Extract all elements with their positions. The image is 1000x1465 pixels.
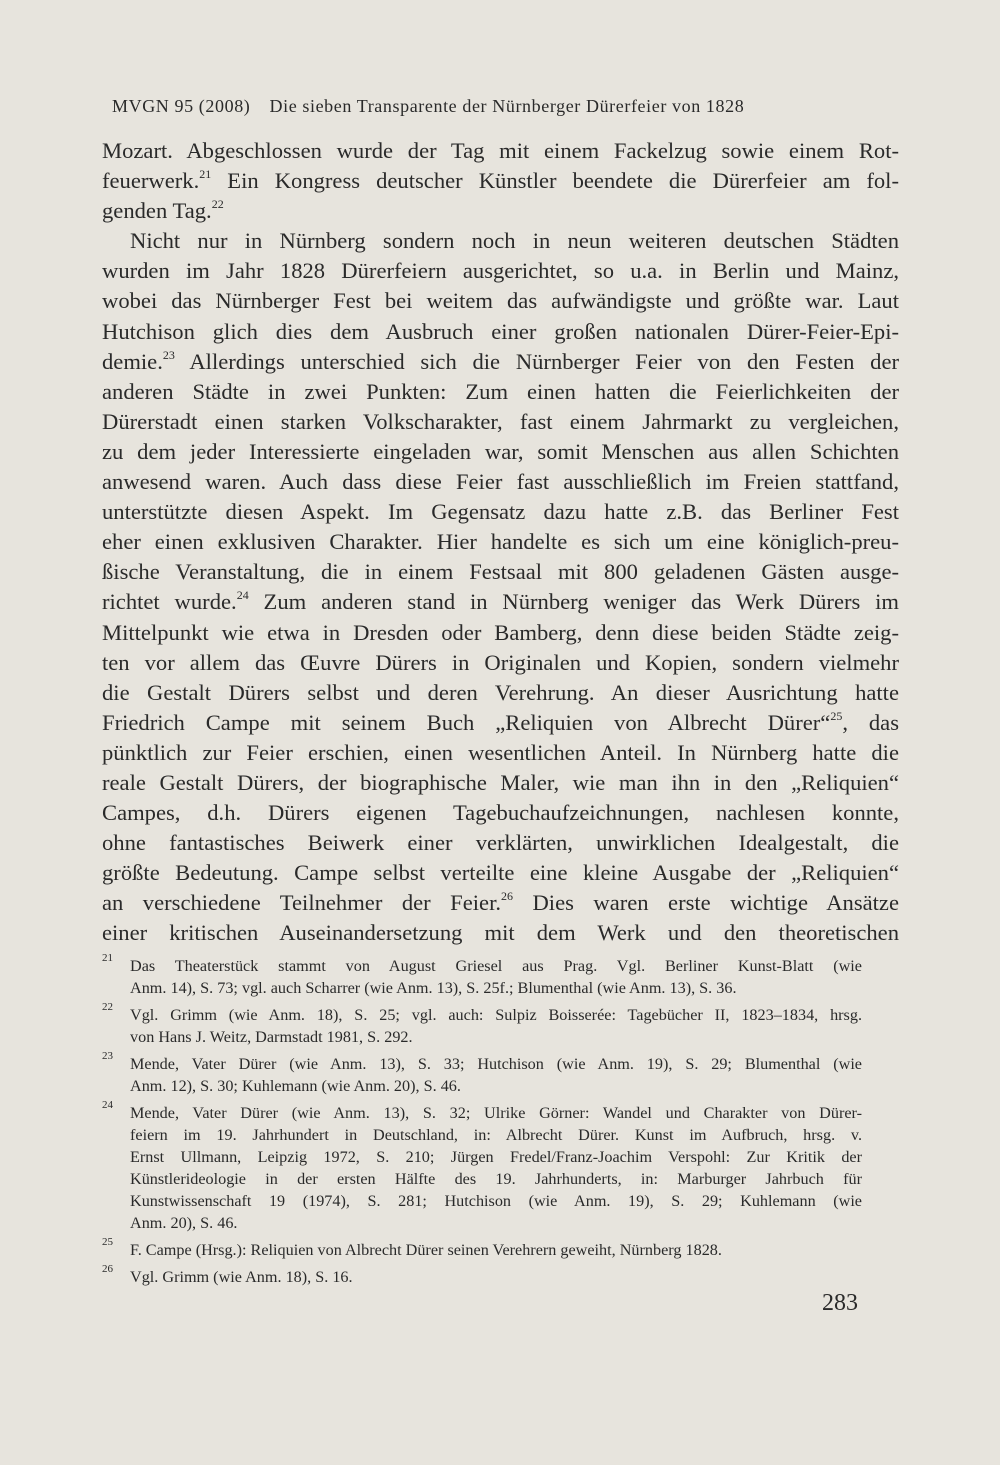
body-line: die Gestalt Dürers selbst und deren Verehrung. An dieser Ausrichtung hatte	[102, 679, 899, 705]
footnote-line: Ernst Ullmann, Leipzig 1972, S. 210; Jürgen Fredel/Franz-Joachim Verspohl: Zur Kritik der	[130, 1148, 862, 1166]
body-line: an verschiedene Teilnehmer der Feier.$^{26}$ Dies waren erste wichtige Ansätze	[102, 889, 899, 916]
body-line: Mozart. Abgeschlossen wurde der Tag mit einem Fackelzug sowie einem Rot-	[102, 138, 899, 163]
body-line: Nicht nur in Nürnberg sondern noch in neun weiteren deutschen Städten	[130, 228, 899, 254]
footnote-number: 21	[102, 952, 113, 964]
footnote-line: Kunstwissenschaft 19 (1974), S. 281; Hutchison (wie Anm. 19), S. 29; Kuhlemann (wie	[130, 1192, 862, 1210]
footnote-line: feiern im 19. Jahrhundert in Deutschland, in: Albrecht Dürer. Kunst im Aufbruch, hrsg. v.	[130, 1126, 862, 1144]
body-line: Campes, d.h. Dürers eigenen Tagebuchaufzeichnungen, nachlesen konnte,	[102, 800, 899, 826]
body-text	[102, 136, 899, 949]
footnote	[102, 952, 862, 999]
footnote-line: Künstlerideologie in der ersten Hälfte des 19. Jahrhunderts, in: Marburger Jahrbuch für	[130, 1170, 862, 1188]
footnote-number: 23	[102, 1050, 113, 1062]
footnotes	[102, 952, 862, 1293]
footnote-reference[interactable]: 25	[830, 708, 843, 723]
footnote-number: 25	[102, 1236, 113, 1248]
footnote-reference[interactable]: 21	[199, 167, 212, 182]
running-title: Die sieben Transparente der Nürnberger Dürerfeier von 1828	[269, 96, 745, 116]
body-line: ßische Veranstaltung, die in einem Festsaal mit 800 geladenen Gästen ausge-	[102, 559, 899, 585]
body-line: ohne fantastisches Beiwerk einer verklärten, unwirklichen Idealgestalt, die	[102, 830, 899, 856]
footnote-reference[interactable]: 26	[501, 889, 513, 904]
body-line: Mittelpunkt wie etwa in Dresden oder Bamberg, denn diese beiden Städte zeig-	[102, 619, 899, 645]
footnote-reference[interactable]: 23	[162, 347, 175, 362]
body-line: wurden im Jahr 1828 Dürerfeiern ausgerichtet, so u.a. in Berlin und Mainz,	[102, 258, 899, 284]
footnote-line: Mende, Vater Dürer (wie Anm. 13), S. 32; Ulrike Görner: Wandel und Charakter von Dürer-	[130, 1104, 862, 1122]
body-line: genden Tag.$^{22}$	[102, 197, 224, 224]
footnote	[102, 1236, 862, 1261]
footnote-line: Anm. 20), S. 46.	[130, 1214, 238, 1232]
body-line: reale Gestalt Dürers, der biographische Maler, wie man ihn in den „Reliquien“	[102, 769, 899, 795]
body-line: Friedrich Campe mit seinem Buch „Reliquien von Albrecht Dürer“$^{25}$, das	[102, 708, 900, 735]
body-line: richtet wurde.$^{24}$ Zum anderen stand in Nürnberg weniger das Werk Dürers im	[102, 588, 900, 615]
footnote-line: F. Campe (Hrsg.): Reliquien von Albrecht Dürer seinen Verehrern geweiht, Nürnberg 1828.	[130, 1241, 722, 1259]
body-line: feuerwerk.$^{21}$ Ein Kongress deutscher Künstler beendete die Dürerfeier am fol-	[102, 167, 899, 194]
footnote-line: Mende, Vater Dürer (wie Anm. 13), S. 33; Hutchison (wie Anm. 19), S. 29; Blumenthal (wie	[130, 1055, 862, 1073]
running-head	[112, 96, 744, 117]
journal-reference: MVGN 95 (2008)	[112, 96, 251, 116]
footnote-reference[interactable]: 24	[236, 588, 249, 603]
footnote-line: von Hans J. Weitz, Darmstadt 1981, S. 292.	[130, 1028, 413, 1046]
body-line: wobei das Nürnberger Fest bei weitem das aufwändigste und größte war. Laut	[102, 288, 899, 314]
body-line: demie.$^{23}$ Allerdings unterschied sich die Nürnberger Feier von den Festen der	[102, 347, 899, 374]
body-line: Hutchison glich dies dem Ausbruch einer großen nationalen Dürer-Feier-Epi-	[102, 318, 899, 344]
body-line: unterstützte diesen Aspekt. Im Gegensatz dazu hatte z.B. das Berliner Fest	[102, 499, 899, 525]
footnote-number: 24	[102, 1099, 113, 1111]
body-line: pünktlich zur Feier erschien, einen wesentlichen Anteil. In Nürnberg hatte die	[102, 739, 899, 765]
footnote-line: Vgl. Grimm (wie Anm. 18), S. 25; vgl. auch: Sulpiz Boisserée: Tagebücher II, 1823–1834, hrsg.	[130, 1006, 862, 1024]
page-number: 283	[822, 1290, 858, 1316]
body-line: anwesend waren. Auch dass diese Feier fast ausschließlich im Freien stattfand,	[102, 469, 899, 495]
footnote-number: 26	[102, 1263, 113, 1275]
footnote-number: 22	[102, 1001, 113, 1013]
footnote	[102, 1001, 862, 1048]
body-line: anderen Städte in zwei Punkten: Zum einen hatten die Feierlichkeiten der	[102, 378, 899, 404]
footnote	[102, 1050, 862, 1097]
body-line: ten vor allem das Œuvre Dürers in Originalen und Kopien, sondern vielmehr	[102, 649, 899, 675]
body-line: zu dem jeder Interessierte eingeladen war, somit Menschen aus allen Schichten	[102, 438, 899, 464]
body-line: eher einen exklusiven Charakter. Hier handelte es sich um eine königlich-preu-	[102, 529, 899, 555]
body-line: Dürerstadt einen starken Volkscharakter, fast einem Jahrmarkt zu vergleichen,	[102, 408, 899, 434]
body-line: größte Bedeutung. Campe selbst verteilte eine kleine Ausgabe der „Reliquien“	[102, 860, 899, 886]
footnote-line: Vgl. Grimm (wie Anm. 18), S. 16.	[130, 1268, 353, 1286]
footnote-line: Anm. 14), S. 73; vgl. auch Scharrer (wie Anm. 13), S. 25f.; Blumenthal (wie Anm. 13), S. 36.	[130, 979, 737, 997]
footnote	[102, 1263, 862, 1288]
body-line: einer kritischen Auseinandersetzung mit dem Werk und den theoretischen	[102, 920, 899, 946]
footnote-line: Das Theaterstück stammt von August Griesel aus Prag. Vgl. Berliner Kunst-Blatt (wie	[130, 957, 862, 975]
footnote	[102, 1099, 862, 1234]
footnote-reference[interactable]: 22	[211, 197, 224, 212]
footnote-line: Anm. 12), S. 30; Kuhlemann (wie Anm. 20), S. 46.	[130, 1077, 461, 1095]
